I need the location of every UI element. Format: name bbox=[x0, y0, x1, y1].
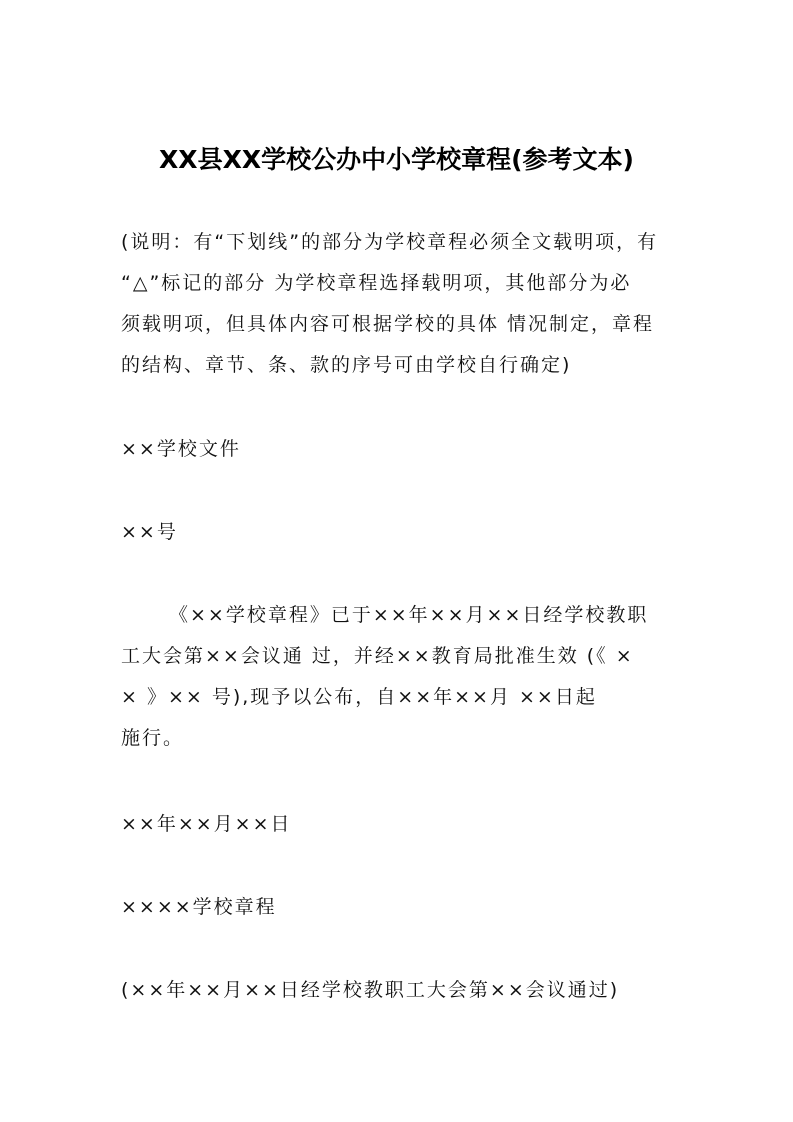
charter-title-text: ××××学校章程 bbox=[121, 896, 277, 918]
document-number-text: ××号 bbox=[121, 521, 178, 543]
charter-title bbox=[121, 887, 674, 928]
document-title: XX县XX学校公办中小学校章程(参考文本) bbox=[159, 145, 634, 174]
announcement-line: 工大会第××会议通 过，并经××教育局批准生效 (《 × bbox=[121, 645, 634, 667]
note-line: “△”标记的部分 为学校章程选择载明项，其他部分为必 bbox=[121, 272, 632, 294]
passed-note bbox=[121, 970, 674, 1011]
note-line: 须载明项，但具体内容可根据学校的具体 情况制定，章程 bbox=[121, 313, 655, 335]
note-line: (说明：有“下划线”的部分为学校章程必须全文载明项，有 bbox=[121, 231, 659, 253]
passed-note-text: (××年××月××日经学校教职工大会第××会议通过) bbox=[121, 979, 620, 1001]
explanatory-note bbox=[121, 222, 674, 386]
document-name-text: ××学校文件 bbox=[121, 438, 241, 460]
announcement-line: 《××学校章程》已于××年××月××日经学校教职 bbox=[169, 604, 649, 626]
document-number bbox=[121, 512, 674, 553]
announcement-line: 施行。 bbox=[121, 727, 185, 749]
issue-date bbox=[121, 804, 674, 845]
note-line: 的结构、章节、条、款的序号可由学校自行确定) bbox=[121, 354, 572, 376]
announcement-line: × 》×× 号),现予以公布，自××年××月 ××日起 bbox=[121, 686, 597, 708]
document-name bbox=[121, 429, 674, 470]
issue-date-text: ××年××月××日 bbox=[121, 813, 292, 835]
announcement-paragraph bbox=[121, 595, 674, 759]
